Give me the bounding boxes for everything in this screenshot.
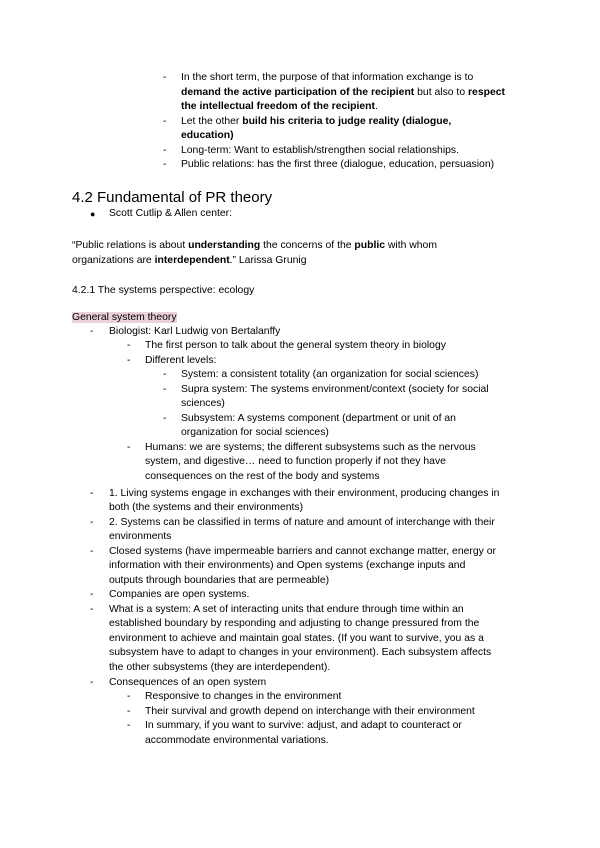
- list-dash: -: [127, 442, 131, 453]
- section-heading: 4.2 Fundamental of PR theory: [72, 189, 273, 206]
- intro-line-6: Long-term: Want to establish/strengthen social relationships.: [181, 145, 459, 156]
- classified-line-1: 2. Systems can be classified in terms of nature and amount of interchange with their: [109, 517, 495, 528]
- bold-phrase: the intellectual freedom of the recipient: [181, 101, 375, 112]
- intro-line-7: Public relations: has the first three (dialogue, education, persuasion): [181, 159, 495, 170]
- list-dash: -: [90, 517, 94, 528]
- list-dash: -: [90, 546, 94, 557]
- closed-line-3: outputs through boundaries that are permeable): [109, 575, 330, 586]
- intro-line-2: [181, 86, 505, 101]
- survival-line: Their survival and growth depend on interchange with their environment: [145, 706, 475, 717]
- quote-line-2: [72, 254, 306, 269]
- humans-line-2: system, and digestive… need to function properly if not they have: [145, 456, 446, 467]
- bold-phrase: build his criteria to judge reality (dialogue,: [242, 116, 452, 127]
- sub-line-2: organization for social sciences): [181, 427, 329, 438]
- classified-line-2: environments: [109, 531, 172, 542]
- list-dash: -: [163, 145, 167, 156]
- list-dash: -: [163, 116, 167, 127]
- intro-line-4: [181, 115, 451, 130]
- list-dash: -: [127, 340, 131, 351]
- list-dash: -: [127, 706, 131, 717]
- bold-phrase: respect: [468, 87, 505, 98]
- subsection-title: 4.2.1 The systems perspective: ecology: [72, 285, 255, 296]
- what-line-1: What is a system: A set of interacting units that endure through time within an: [109, 604, 464, 615]
- companies-line: Companies are open systems.: [109, 589, 250, 600]
- list-dash: -: [90, 677, 94, 688]
- what-line-4: subsystem have to adapt to changes in your environment). Each subsystem affects: [109, 647, 492, 658]
- system-line: System: a consistent totality (an organization for social sciences): [181, 369, 479, 380]
- list-dash: -: [90, 604, 94, 615]
- what-line-2: established boundary by responding and adjusting to change pressured from the: [109, 618, 480, 629]
- plain-phrase: organizations are: [72, 255, 155, 266]
- list-dash: -: [163, 413, 167, 424]
- list-dash: -: [163, 369, 167, 380]
- bold-phrase: interdependent: [154, 255, 230, 266]
- consequences-line: Consequences of an open system: [109, 677, 267, 688]
- intro-line-3: [181, 100, 378, 115]
- bullet-dot: ●: [90, 209, 96, 219]
- plain-phrase: the concerns of the: [260, 240, 355, 251]
- levels-line: Different levels:: [145, 355, 217, 366]
- supra-line-2: sciences): [181, 398, 225, 409]
- plain-phrase: .” Larissa Grunig: [229, 255, 307, 266]
- what-line-5: the other subsystems (they are interdependent).: [109, 662, 331, 673]
- plain-phrase: Let the other: [181, 116, 243, 127]
- list-dash: -: [163, 72, 167, 83]
- list-dash: -: [163, 384, 167, 395]
- list-dash: -: [127, 720, 131, 731]
- plain-phrase: .: [375, 101, 378, 112]
- summary-line-2: accommodate environmental variations.: [145, 735, 329, 746]
- summary-line-1: In summary, if you want to survive: adjust, and adapt to counteract or: [145, 720, 462, 731]
- humans-line-3: consequences on the rest of the body and systems: [145, 471, 380, 482]
- biologist-line: Biologist: Karl Ludwig von Bertalanffy: [109, 326, 281, 337]
- list-dash: -: [127, 691, 131, 702]
- intro-line-1: In the short term, the purpose of that information exchange is to: [181, 72, 474, 83]
- closed-line-1: Closed systems (have impermeable barriers and cannot exchange matter, energy or: [109, 546, 496, 557]
- plain-phrase: “Public relations is about: [72, 240, 189, 251]
- plain-phrase: with whom: [385, 240, 437, 251]
- highlight-text: General system theory: [72, 312, 177, 323]
- list-dash: -: [90, 589, 94, 600]
- closed-line-2: information with their environments) and Open systems (exchange inputs and: [109, 560, 466, 571]
- sub-line-1: Subsystem: A systems component (department or unit of an: [181, 413, 456, 424]
- what-line-3: environment to achieve and maintain goal states. (If you want to survive, you as a: [109, 633, 484, 644]
- bold-phrase: public: [354, 240, 385, 251]
- bold-phrase: demand the active participation of the recipient: [181, 87, 415, 98]
- first-person-line: The first person to talk about the general system theory in biology: [145, 340, 446, 351]
- intro-line-5: [181, 129, 234, 144]
- bullet-item: Scott Cutlip & Allen center:: [109, 208, 233, 219]
- plain-phrase: but also to: [414, 87, 468, 98]
- humans-line-1: Humans: we are systems; the different subsystems such as the nervous: [145, 442, 476, 453]
- bold-phrase: education): [181, 130, 234, 141]
- living-line-2: both (the systems and their environments): [109, 502, 304, 513]
- quote-line-1: [72, 239, 437, 254]
- list-dash: -: [163, 159, 167, 170]
- list-dash: -: [90, 326, 94, 337]
- bold-phrase: understanding: [188, 240, 261, 251]
- supra-line-1: Supra system: The systems environment/context (society for social: [181, 384, 489, 395]
- highlighted-title: [72, 311, 177, 326]
- living-line-1: 1. Living systems engage in exchanges with their environment, producing changes in: [109, 488, 500, 499]
- list-dash: -: [127, 355, 131, 366]
- responsive-line: Responsive to changes in the environment: [145, 691, 342, 702]
- list-dash: -: [90, 488, 94, 499]
